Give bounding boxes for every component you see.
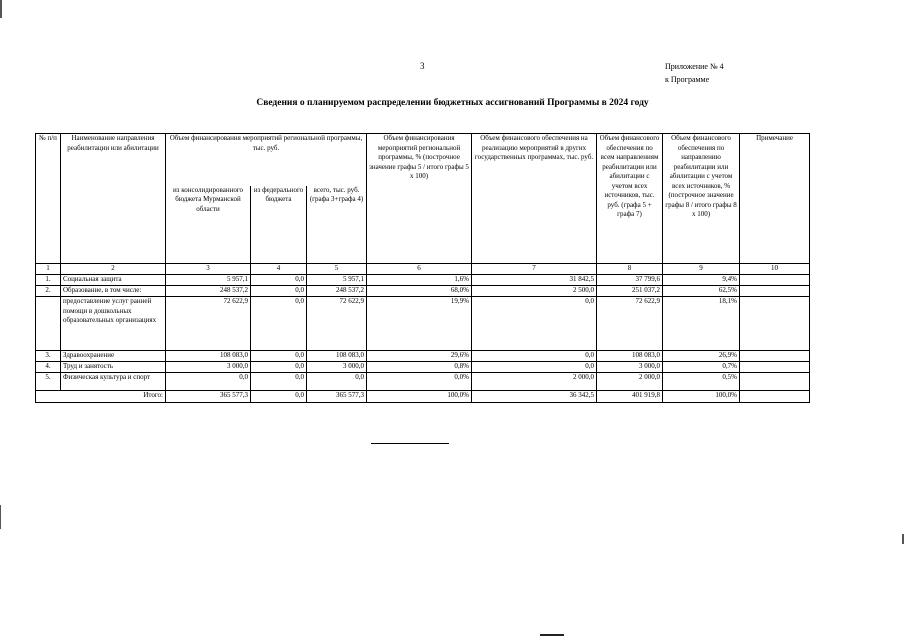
row-name: Социальная защита bbox=[61, 275, 166, 286]
row-cell: 37 799,6 bbox=[597, 275, 663, 286]
row-cell: 251 037,2 bbox=[597, 286, 663, 297]
column-number: 5 bbox=[307, 264, 367, 275]
column-number: 1 bbox=[36, 264, 61, 275]
row-name: Труд и занятость bbox=[61, 362, 166, 373]
row-cell: 72 622,9 bbox=[307, 297, 367, 351]
row-cell: 26,9% bbox=[663, 351, 740, 362]
header-col-7: Объем финансового обеспечения на реализацию мероприятий в других государственных программах, тыс. руб. bbox=[472, 134, 597, 264]
header-row-1 bbox=[36, 134, 810, 186]
row-cell: 108 083,0 bbox=[166, 351, 251, 362]
total-cell: 36 342,5 bbox=[472, 391, 597, 403]
scan-artifact bbox=[540, 634, 564, 636]
scan-artifact bbox=[902, 534, 904, 544]
column-number: 8 bbox=[597, 264, 663, 275]
row-cell: 0,0 bbox=[307, 373, 367, 391]
row-index: 5. bbox=[36, 373, 61, 391]
total-cell: 0,0 bbox=[251, 391, 307, 403]
appendix-note bbox=[665, 60, 724, 86]
row-cell: 5 957,1 bbox=[307, 275, 367, 286]
row-cell: 248 537,2 bbox=[166, 286, 251, 297]
row-cell: 0,0 bbox=[251, 275, 307, 286]
column-number: 4 bbox=[251, 264, 307, 275]
row-cell bbox=[740, 297, 810, 351]
total-cell: 365 577,3 bbox=[166, 391, 251, 403]
header-col-8: Объем финансового обеспечения по всем направлениям реабилитации или абилитации с учетом всех источников, тыс. руб. (графа 5 + графа 7) bbox=[597, 134, 663, 264]
column-number-row bbox=[36, 264, 810, 275]
row-cell: 0,0 bbox=[251, 373, 307, 391]
row-cell: 5 957,1 bbox=[166, 275, 251, 286]
header-col-6: Объем финансирования мероприятий региональной программы, % (построчное значение графы 5 / итого графы 5 х 100) bbox=[367, 134, 472, 264]
table-row bbox=[36, 286, 810, 297]
header-col-9: Объем финансового обеспечения по направлению реабилитации или абилитации с учетом всех источников, % (построчное значение графы 8 / итого графы 8 х 100) bbox=[663, 134, 740, 264]
row-name: Здравоохранение bbox=[61, 351, 166, 362]
table-row bbox=[36, 297, 810, 351]
row-cell: 0,0 bbox=[251, 351, 307, 362]
header-col-1: № п/п bbox=[36, 134, 61, 264]
table-row bbox=[36, 351, 810, 362]
column-number: 2 bbox=[61, 264, 166, 275]
row-cell: 248 537,2 bbox=[307, 286, 367, 297]
row-index bbox=[36, 297, 61, 351]
row-cell: 3 000,0 bbox=[307, 362, 367, 373]
appendix-line-1: Приложение № 4 bbox=[665, 62, 724, 71]
row-cell: 68,0% bbox=[367, 286, 472, 297]
total-row bbox=[36, 391, 810, 403]
row-cell: 0,0 bbox=[472, 351, 597, 362]
row-name: Образование, в том числе: bbox=[61, 286, 166, 297]
row-cell: 29,6% bbox=[367, 351, 472, 362]
header-col-3: из консолидированного бюджета Мурманской области bbox=[166, 186, 251, 264]
row-cell: 3 000,0 bbox=[166, 362, 251, 373]
table-row bbox=[36, 275, 810, 286]
header-col-4: из федерального бюджета bbox=[251, 186, 307, 264]
row-cell bbox=[740, 373, 810, 391]
row-cell: 0,0 bbox=[472, 297, 597, 351]
header-col-10: Примечание bbox=[740, 134, 810, 264]
row-cell bbox=[740, 286, 810, 297]
page-number: 3 bbox=[420, 61, 425, 71]
row-cell: 2 000,0 bbox=[597, 373, 663, 391]
row-index: 4. bbox=[36, 362, 61, 373]
row-cell: 0,0 bbox=[251, 297, 307, 351]
column-number: 9 bbox=[663, 264, 740, 275]
row-cell: 108 083,0 bbox=[597, 351, 663, 362]
row-cell: 0,0% bbox=[367, 373, 472, 391]
row-name: Физическая культура и спорт bbox=[61, 373, 166, 391]
row-cell: 0,7% bbox=[663, 362, 740, 373]
row-index: 2. bbox=[36, 286, 61, 297]
row-cell: 2 000,0 bbox=[472, 373, 597, 391]
appendix-line-2: к Программе bbox=[665, 75, 710, 84]
scan-artifact bbox=[0, 505, 1, 529]
row-cell: 31 842,5 bbox=[472, 275, 597, 286]
header-col-5: всего, тыс. руб. (графа 3+графа 4) bbox=[307, 186, 367, 264]
row-cell: 0,0 bbox=[472, 362, 597, 373]
row-cell: 1,6% bbox=[367, 275, 472, 286]
total-cell: 100,0% bbox=[367, 391, 472, 403]
total-label: Итого: bbox=[36, 391, 166, 403]
row-cell bbox=[740, 362, 810, 373]
column-number: 10 bbox=[740, 264, 810, 275]
row-name: предоставление услуг ранней помощи в дошкольных образовательных организациях bbox=[61, 297, 166, 351]
row-cell: 0,8% bbox=[367, 362, 472, 373]
table-row bbox=[36, 362, 810, 373]
total-cell: 100,0% bbox=[663, 391, 740, 403]
header-col-2: Наименование направления реабилитации или абилитации bbox=[61, 134, 166, 264]
row-cell: 18,1% bbox=[663, 297, 740, 351]
column-number: 6 bbox=[367, 264, 472, 275]
column-number: 7 bbox=[472, 264, 597, 275]
divider-line bbox=[371, 443, 449, 444]
header-group-financing: Объем финансирования мероприятий региональной программы, тыс. руб. bbox=[166, 134, 367, 186]
row-cell: 0,5% bbox=[663, 373, 740, 391]
scan-artifact bbox=[0, 0, 2, 18]
row-cell: 62,5% bbox=[663, 286, 740, 297]
row-cell: 3 000,0 bbox=[597, 362, 663, 373]
table-row bbox=[36, 373, 810, 391]
row-cell: 0,0 bbox=[251, 362, 307, 373]
row-cell: 72 622,9 bbox=[597, 297, 663, 351]
total-cell bbox=[740, 391, 810, 403]
row-cell: 0,0 bbox=[166, 373, 251, 391]
row-cell: 72 622,9 bbox=[166, 297, 251, 351]
row-cell bbox=[740, 275, 810, 286]
row-cell: 9,4% bbox=[663, 275, 740, 286]
row-index: 1. bbox=[36, 275, 61, 286]
row-cell: 19,9% bbox=[367, 297, 472, 351]
budget-table bbox=[35, 133, 810, 403]
row-cell: 108 083,0 bbox=[307, 351, 367, 362]
row-cell: 2 500,0 bbox=[472, 286, 597, 297]
total-cell: 401 919,8 bbox=[597, 391, 663, 403]
total-cell: 365 577,3 bbox=[307, 391, 367, 403]
document-title: Сведения о планируемом распределении бюджетных ассигнований Программы в 2024 году bbox=[256, 98, 649, 108]
row-index: 3. bbox=[36, 351, 61, 362]
column-number: 3 bbox=[166, 264, 251, 275]
row-cell bbox=[740, 351, 810, 362]
row-cell: 0,0 bbox=[251, 286, 307, 297]
